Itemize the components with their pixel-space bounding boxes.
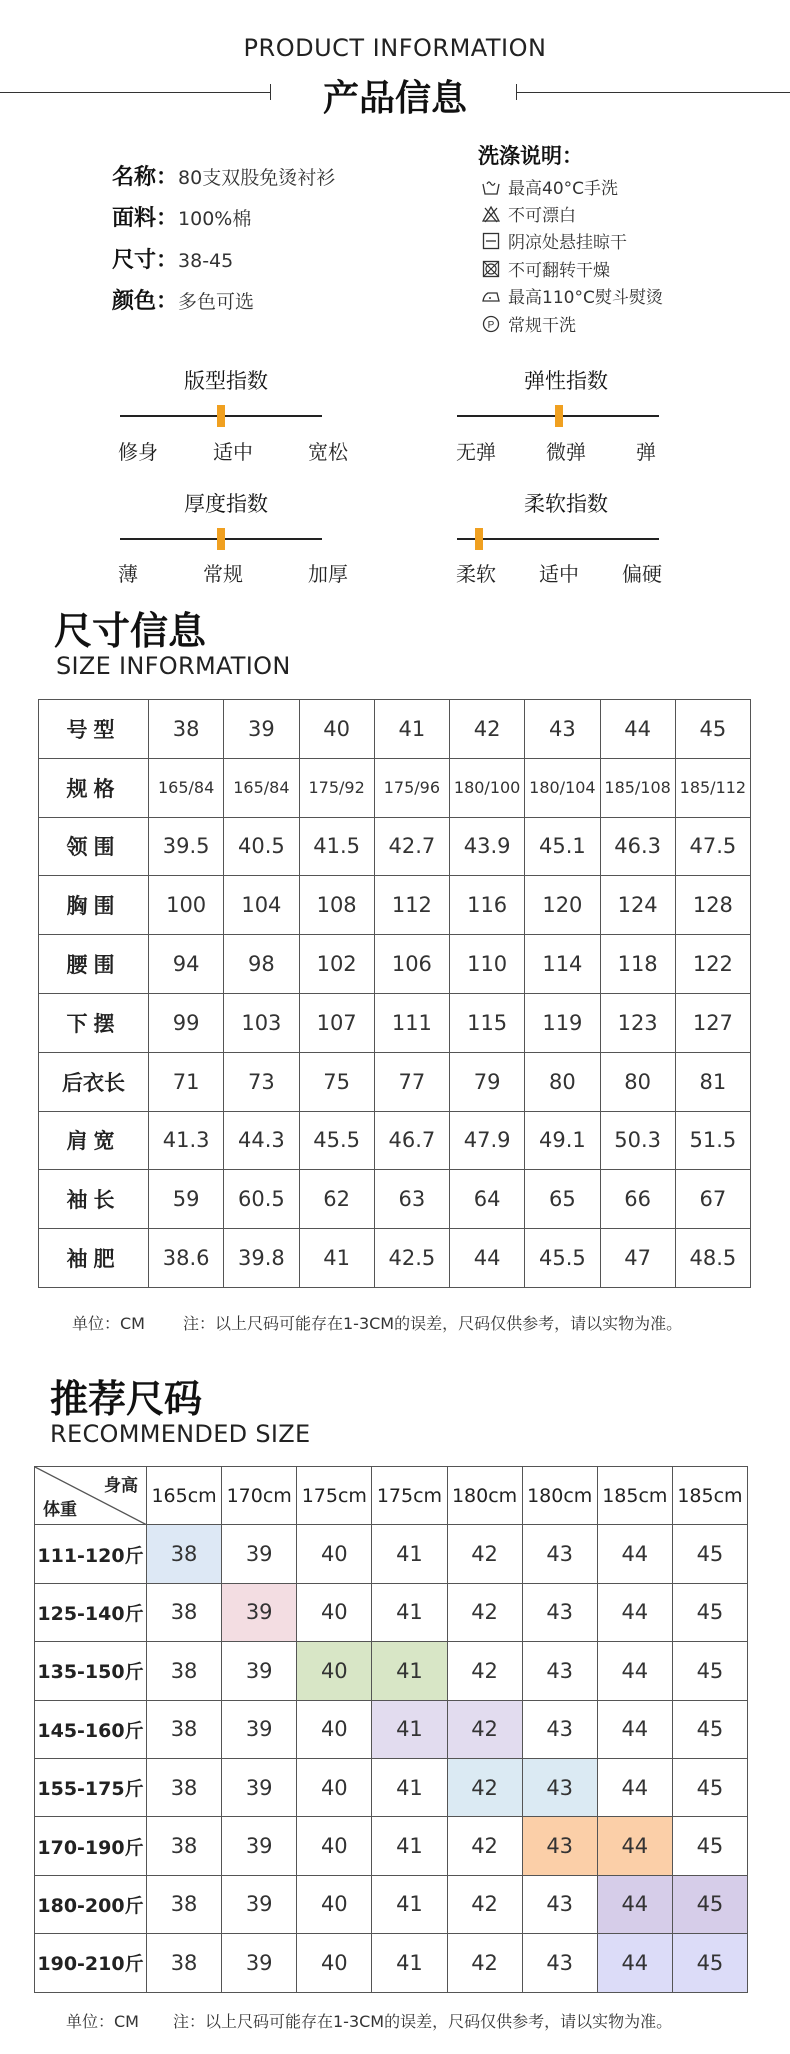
size-cell: 38 bbox=[147, 1700, 222, 1758]
size-table-cell: 45.5 bbox=[525, 1229, 600, 1288]
size-table-cell: 40.5 bbox=[224, 817, 299, 876]
size-table-cell: 51.5 bbox=[675, 1111, 750, 1170]
size-cell: 42 bbox=[447, 1817, 522, 1875]
rec-section-title-cn: 推荐尺码 bbox=[50, 1377, 203, 1421]
size-table-row bbox=[39, 935, 751, 994]
info-label: 尺寸： bbox=[112, 248, 179, 273]
rec-table-row bbox=[35, 1758, 748, 1816]
size-table-cell: 122 bbox=[675, 935, 750, 994]
size-table-cell: 39 bbox=[224, 700, 299, 759]
care-text: 不可翻转干燥 bbox=[508, 261, 610, 281]
size-table-cell: 127 bbox=[675, 993, 750, 1052]
softness-index-labels bbox=[456, 558, 662, 587]
size-table-cell: 44 bbox=[600, 700, 675, 759]
thickness-index-title: 厚度指数 bbox=[184, 492, 268, 516]
size-table-cell: 49.1 bbox=[525, 1111, 600, 1170]
elasticity-index-marker bbox=[555, 405, 563, 427]
size-cell: 42 bbox=[447, 1642, 522, 1700]
size-note-unit: 单位：CM bbox=[72, 1314, 145, 1333]
care-item bbox=[482, 201, 576, 226]
size-note-text: 注：以上尺码可能存在1-3CM的误差，尺码仅供参考，请以实物为准。 bbox=[183, 1314, 683, 1333]
size-cell: 39 bbox=[222, 1758, 297, 1816]
rec-table-row bbox=[35, 1817, 748, 1875]
size-table-cell: 80 bbox=[525, 1052, 600, 1111]
size-table-cell: 99 bbox=[149, 993, 224, 1052]
weight-row-label: 135-150斤 bbox=[35, 1642, 147, 1700]
size-row-label: 后衣长 bbox=[39, 1052, 149, 1111]
index-label: 薄 bbox=[118, 562, 138, 586]
index-label: 微弹 bbox=[546, 440, 586, 464]
info-fabric bbox=[112, 201, 251, 232]
size-cell: 44 bbox=[597, 1583, 672, 1641]
rec-section-title-en: RECOMMENDED SIZE bbox=[50, 1420, 311, 1448]
size-cell: 39 bbox=[222, 1525, 297, 1583]
corner-weight-label: 体重 bbox=[43, 1500, 77, 1521]
size-cell: 42 bbox=[447, 1934, 522, 1992]
index-label: 常规 bbox=[203, 562, 243, 586]
recommended-size-cell: 38 bbox=[147, 1525, 222, 1583]
size-table-cell: 42.7 bbox=[374, 817, 449, 876]
softness-index-scale bbox=[457, 538, 659, 540]
size-table-row bbox=[39, 876, 751, 935]
thickness-index-marker bbox=[217, 528, 225, 550]
size-table-cell: 104 bbox=[224, 876, 299, 935]
size-table-cell: 50.3 bbox=[600, 1111, 675, 1170]
size-cell: 38 bbox=[147, 1642, 222, 1700]
softness-index-title: 柔软指数 bbox=[524, 492, 608, 516]
index-label: 柔软 bbox=[456, 562, 496, 586]
size-row-label: 规格 bbox=[39, 758, 149, 817]
size-cell: 39 bbox=[222, 1642, 297, 1700]
size-table-cell: 120 bbox=[525, 876, 600, 935]
size-cell: 43 bbox=[522, 1875, 597, 1933]
size-cell: 45 bbox=[672, 1642, 747, 1700]
size-table-row bbox=[39, 1052, 751, 1111]
height-header-cell: 165cm bbox=[147, 1467, 222, 1525]
size-cell: 45 bbox=[672, 1583, 747, 1641]
size-cell: 41 bbox=[372, 1583, 447, 1641]
weight-row-label: 190-210斤 bbox=[35, 1934, 147, 1992]
height-header-cell: 185cm bbox=[597, 1467, 672, 1525]
dry-clean-icon bbox=[482, 315, 500, 333]
size-row-label: 下摆 bbox=[39, 993, 149, 1052]
recommended-size-cell: 43 bbox=[522, 1817, 597, 1875]
size-cell: 40 bbox=[297, 1525, 372, 1583]
size-cell: 38 bbox=[147, 1758, 222, 1816]
size-table-row bbox=[39, 817, 751, 876]
size-table-cell: 185/112 bbox=[675, 758, 750, 817]
size-table-row bbox=[39, 993, 751, 1052]
size-cell: 42 bbox=[447, 1875, 522, 1933]
size-table-cell: 60.5 bbox=[224, 1170, 299, 1229]
recommended-size-cell: 43 bbox=[522, 1758, 597, 1816]
size-table-cell: 45 bbox=[675, 700, 750, 759]
size-table-cell: 94 bbox=[149, 935, 224, 994]
size-cell: 38 bbox=[147, 1817, 222, 1875]
size-cell: 43 bbox=[522, 1642, 597, 1700]
height-header-cell: 170cm bbox=[222, 1467, 297, 1525]
recommended-size-cell: 44 bbox=[597, 1934, 672, 1992]
size-cell: 43 bbox=[522, 1700, 597, 1758]
height-header-cell: 175cm bbox=[372, 1467, 447, 1525]
height-header-cell: 185cm bbox=[672, 1467, 747, 1525]
size-table-row bbox=[39, 1170, 751, 1229]
size-table-cell: 165/84 bbox=[149, 758, 224, 817]
size-cell: 41 bbox=[372, 1875, 447, 1933]
recommended-size-cell: 45 bbox=[672, 1934, 747, 1992]
size-table-cell: 180/100 bbox=[450, 758, 525, 817]
size-table-cell: 48.5 bbox=[675, 1229, 750, 1288]
size-cell: 38 bbox=[147, 1934, 222, 1992]
info-label: 颜色： bbox=[112, 289, 179, 314]
size-cell: 39 bbox=[222, 1934, 297, 1992]
size-table-cell: 71 bbox=[149, 1052, 224, 1111]
size-table-cell: 42 bbox=[450, 700, 525, 759]
rec-header-row bbox=[35, 1467, 748, 1525]
size-cell: 38 bbox=[147, 1875, 222, 1933]
size-table-row bbox=[39, 1111, 751, 1170]
fit-index-marker bbox=[217, 405, 225, 427]
size-table-cell: 63 bbox=[374, 1170, 449, 1229]
weight-row-label: 111-120斤 bbox=[35, 1525, 147, 1583]
care-text: 最高40°C手洗 bbox=[508, 179, 619, 199]
recommended-size-table bbox=[34, 1466, 748, 1993]
rec-note-unit: 单位：CM bbox=[66, 2012, 139, 2031]
info-label: 面料： bbox=[112, 206, 179, 231]
size-cell: 41 bbox=[372, 1525, 447, 1583]
size-cell: 41 bbox=[372, 1758, 447, 1816]
rec-table-row bbox=[35, 1700, 748, 1758]
size-table-cell: 47 bbox=[600, 1229, 675, 1288]
size-row-label: 领围 bbox=[39, 817, 149, 876]
size-cell: 43 bbox=[522, 1583, 597, 1641]
size-table-cell: 180/104 bbox=[525, 758, 600, 817]
size-table-cell: 100 bbox=[149, 876, 224, 935]
recommended-size-cell: 45 bbox=[672, 1875, 747, 1933]
info-value: 多色可选 bbox=[178, 291, 255, 313]
info-color bbox=[112, 284, 254, 315]
size-table-cell: 47.5 bbox=[675, 817, 750, 876]
height-header-cell: 180cm bbox=[447, 1467, 522, 1525]
svg-text:P: P bbox=[487, 319, 495, 331]
size-table-cell: 44 bbox=[450, 1229, 525, 1288]
size-table-cell: 66 bbox=[600, 1170, 675, 1229]
size-table-cell: 107 bbox=[299, 993, 374, 1052]
height-header-cell: 180cm bbox=[522, 1467, 597, 1525]
size-table bbox=[38, 699, 751, 1288]
size-table-cell: 41.3 bbox=[149, 1111, 224, 1170]
size-table-cell: 165/84 bbox=[224, 758, 299, 817]
size-table-cell: 43.9 bbox=[450, 817, 525, 876]
elasticity-index-title: 弹性指数 bbox=[524, 369, 608, 393]
size-table-cell: 75 bbox=[299, 1052, 374, 1111]
care-text: 不可漂白 bbox=[508, 206, 576, 226]
size-table-cell: 108 bbox=[299, 876, 374, 935]
size-row-label: 肩宽 bbox=[39, 1111, 149, 1170]
fit-index-title: 版型指数 bbox=[184, 369, 268, 393]
size-cell: 40 bbox=[297, 1817, 372, 1875]
size-table-cell: 114 bbox=[525, 935, 600, 994]
size-table-cell: 43 bbox=[525, 700, 600, 759]
care-item bbox=[482, 283, 663, 308]
size-table-cell: 40 bbox=[299, 700, 374, 759]
rec-table-row bbox=[35, 1934, 748, 1992]
height-header-cell: 175cm bbox=[297, 1467, 372, 1525]
size-cell: 45 bbox=[672, 1758, 747, 1816]
size-section-title-cn: 尺寸信息 bbox=[54, 609, 207, 653]
care-text: 常规干洗 bbox=[508, 316, 576, 336]
size-table-cell: 67 bbox=[675, 1170, 750, 1229]
size-cell: 41 bbox=[372, 1934, 447, 1992]
size-cell: 43 bbox=[522, 1934, 597, 1992]
info-value: 38-45 bbox=[178, 250, 234, 272]
index-label: 无弹 bbox=[456, 440, 496, 464]
size-table-cell: 44.3 bbox=[224, 1111, 299, 1170]
hand-wash-icon bbox=[482, 178, 500, 196]
size-table-cell: 81 bbox=[675, 1052, 750, 1111]
size-cell: 39 bbox=[222, 1875, 297, 1933]
size-table-cell: 79 bbox=[450, 1052, 525, 1111]
line-dry-shade-icon bbox=[482, 232, 500, 250]
size-table-cell: 38.6 bbox=[149, 1229, 224, 1288]
size-table-cell: 39.5 bbox=[149, 817, 224, 876]
recommended-size-cell: 42 bbox=[447, 1700, 522, 1758]
care-text: 最高110°C熨斗熨烫 bbox=[508, 288, 663, 308]
size-cell: 40 bbox=[297, 1875, 372, 1933]
weight-row-label: 125-140斤 bbox=[35, 1583, 147, 1641]
weight-row-label: 145-160斤 bbox=[35, 1700, 147, 1758]
size-cell: 40 bbox=[297, 1758, 372, 1816]
index-label: 适中 bbox=[539, 562, 579, 586]
size-table-cell: 65 bbox=[525, 1170, 600, 1229]
size-cell: 38 bbox=[147, 1583, 222, 1641]
size-cell: 42 bbox=[447, 1583, 522, 1641]
recommended-size-cell: 39 bbox=[222, 1583, 297, 1641]
no-tumble-dry-icon bbox=[482, 260, 500, 278]
size-cell: 42 bbox=[447, 1525, 522, 1583]
index-label: 修身 bbox=[118, 440, 158, 464]
height-weight-corner bbox=[35, 1467, 147, 1525]
size-cell: 45 bbox=[672, 1817, 747, 1875]
size-table-cell: 80 bbox=[600, 1052, 675, 1111]
size-cell: 40 bbox=[297, 1583, 372, 1641]
size-table-cell: 46.7 bbox=[374, 1111, 449, 1170]
size-table-cell: 62 bbox=[299, 1170, 374, 1229]
recommended-size-cell: 44 bbox=[597, 1875, 672, 1933]
header-title-en: PRODUCT INFORMATION bbox=[243, 34, 547, 62]
size-table-row bbox=[39, 700, 751, 759]
softness-index-marker bbox=[475, 528, 483, 550]
size-table-cell: 39.8 bbox=[224, 1229, 299, 1288]
index-label: 宽松 bbox=[308, 440, 348, 464]
size-table-cell: 185/108 bbox=[600, 758, 675, 817]
rec-table-row bbox=[35, 1875, 748, 1933]
care-item bbox=[482, 228, 627, 253]
size-table-cell: 112 bbox=[374, 876, 449, 935]
size-table-cell: 123 bbox=[600, 993, 675, 1052]
size-cell: 41 bbox=[372, 1817, 447, 1875]
size-table-cell: 41 bbox=[299, 1229, 374, 1288]
info-label: 名称： bbox=[112, 165, 179, 190]
no-bleach-icon bbox=[482, 205, 500, 223]
size-row-label: 胸围 bbox=[39, 876, 149, 935]
weight-row-label: 180-200斤 bbox=[35, 1875, 147, 1933]
size-cell: 45 bbox=[672, 1700, 747, 1758]
rec-table-row bbox=[35, 1642, 748, 1700]
info-name bbox=[112, 160, 335, 191]
size-cell: 40 bbox=[297, 1700, 372, 1758]
size-table-cell: 46.3 bbox=[600, 817, 675, 876]
size-cell: 44 bbox=[597, 1758, 672, 1816]
size-cell: 44 bbox=[597, 1700, 672, 1758]
size-table-cell: 115 bbox=[450, 993, 525, 1052]
size-table-cell: 124 bbox=[600, 876, 675, 935]
header-title-cn: 产品信息 bbox=[322, 78, 467, 119]
corner-height-label: 身高 bbox=[104, 1476, 138, 1496]
size-cell: 44 bbox=[597, 1525, 672, 1583]
elasticity-index-labels bbox=[456, 436, 656, 465]
size-table-cell: 175/92 bbox=[299, 758, 374, 817]
size-table-cell: 98 bbox=[224, 935, 299, 994]
size-table-cell: 119 bbox=[525, 993, 600, 1052]
size-cell: 40 bbox=[297, 1934, 372, 1992]
size-row-label: 腰围 bbox=[39, 935, 149, 994]
size-table-cell: 118 bbox=[600, 935, 675, 994]
fit-index-labels bbox=[118, 436, 348, 465]
size-table-cell: 45.5 bbox=[299, 1111, 374, 1170]
size-table-cell: 47.9 bbox=[450, 1111, 525, 1170]
recommended-size-cell: 40 bbox=[297, 1642, 372, 1700]
size-table-cell: 103 bbox=[224, 993, 299, 1052]
info-value: 100%棉 bbox=[178, 208, 252, 230]
size-cell: 45 bbox=[672, 1525, 747, 1583]
rec-table-row bbox=[35, 1583, 748, 1641]
index-label: 加厚 bbox=[308, 562, 348, 586]
size-table-cell: 64 bbox=[450, 1170, 525, 1229]
size-table-cell: 106 bbox=[374, 935, 449, 994]
recommended-size-cell: 41 bbox=[372, 1642, 447, 1700]
care-title: 洗涤说明： bbox=[478, 144, 583, 168]
thickness-index-labels bbox=[118, 558, 348, 587]
size-table-cell: 116 bbox=[450, 876, 525, 935]
index-label: 弹 bbox=[636, 440, 656, 464]
size-section-title-en: SIZE INFORMATION bbox=[56, 652, 291, 680]
size-row-label: 袖长 bbox=[39, 1170, 149, 1229]
size-table-cell: 41 bbox=[374, 700, 449, 759]
size-table-cell: 102 bbox=[299, 935, 374, 994]
info-value: 80支双股免烫衬衫 bbox=[178, 167, 336, 189]
care-item bbox=[482, 174, 618, 199]
size-table-row bbox=[39, 1229, 751, 1288]
care-item bbox=[482, 311, 576, 336]
size-table-cell: 42.5 bbox=[374, 1229, 449, 1288]
size-cell: 44 bbox=[597, 1642, 672, 1700]
recommended-size-cell: 44 bbox=[597, 1817, 672, 1875]
size-table-cell: 41.5 bbox=[299, 817, 374, 876]
size-table-cell: 175/96 bbox=[374, 758, 449, 817]
rec-note-text: 注：以上尺码可能存在1-3CM的误差，尺码仅供参考，请以实物为准。 bbox=[173, 2012, 673, 2031]
size-table-cell: 45.1 bbox=[525, 817, 600, 876]
size-table-row bbox=[39, 758, 751, 817]
size-table-cell: 59 bbox=[149, 1170, 224, 1229]
care-text: 阴凉处悬挂晾干 bbox=[508, 233, 627, 253]
info-size bbox=[112, 243, 233, 274]
weight-row-label: 170-190斤 bbox=[35, 1817, 147, 1875]
iron-icon bbox=[482, 287, 500, 305]
weight-row-label: 155-175斤 bbox=[35, 1758, 147, 1816]
care-item bbox=[482, 256, 610, 281]
index-label: 偏硬 bbox=[622, 562, 662, 586]
recommended-size-cell: 41 bbox=[372, 1700, 447, 1758]
size-table-cell: 77 bbox=[374, 1052, 449, 1111]
size-cell: 43 bbox=[522, 1525, 597, 1583]
size-table-cell: 38 bbox=[149, 700, 224, 759]
size-cell: 39 bbox=[222, 1817, 297, 1875]
size-table-cell: 73 bbox=[224, 1052, 299, 1111]
recommended-size-cell: 42 bbox=[447, 1758, 522, 1816]
size-row-label: 袖肥 bbox=[39, 1229, 149, 1288]
size-row-label: 号型 bbox=[39, 700, 149, 759]
size-table-cell: 128 bbox=[675, 876, 750, 935]
size-cell: 39 bbox=[222, 1700, 297, 1758]
rec-table-row bbox=[35, 1525, 748, 1583]
size-table-cell: 111 bbox=[374, 993, 449, 1052]
size-table-cell: 110 bbox=[450, 935, 525, 994]
index-label: 适中 bbox=[213, 440, 253, 464]
